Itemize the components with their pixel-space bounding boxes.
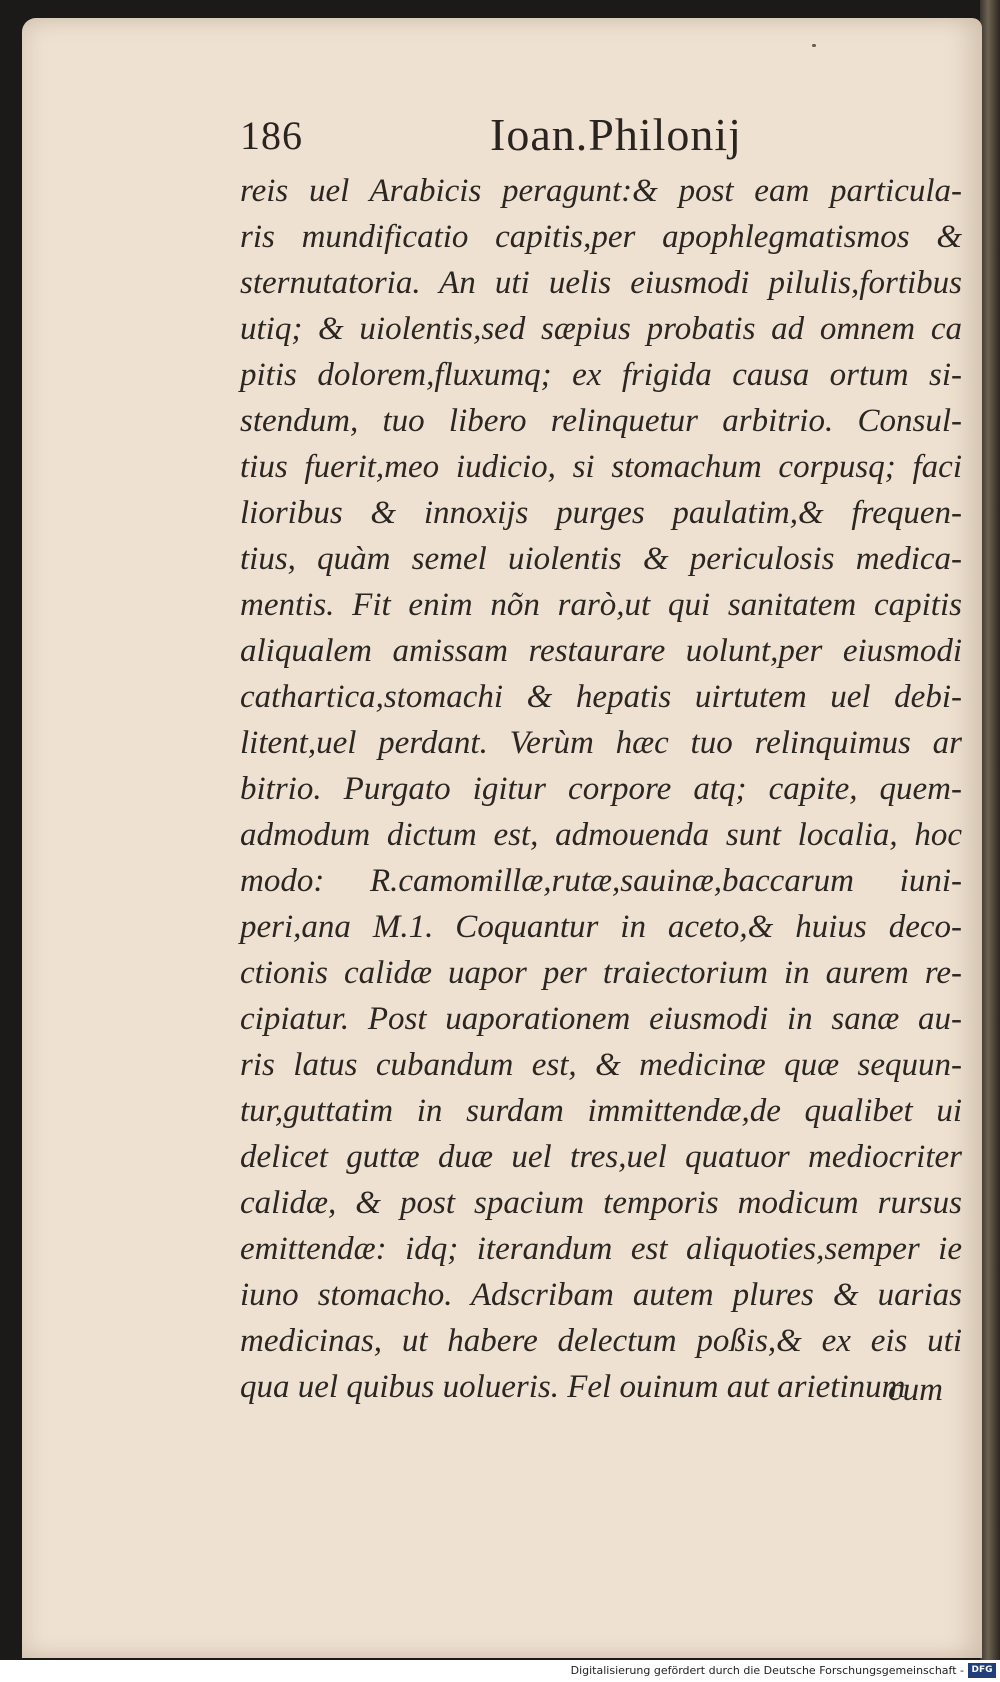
book-edge [980,0,1000,1660]
text-line: utiq; & uiolentis,sed sæpius probatis ad omnem ca [240,311,962,347]
text-line: mentis. Fit enim nõn rarò,ut qui sanitatem capitis [240,587,962,623]
text-line: cathartica,stomachi & hepatis uirtutem uel debi- [240,679,962,715]
text-line: lioribus & innoxijs purges paulatim,& frequen- [240,495,962,531]
body-text [240,168,962,1410]
text-line: delicet guttæ duæ uel tres,uel quatuor mediocriter [240,1139,962,1175]
text-line: iuno stomacho. Adscribam autem plures & uarias [240,1277,962,1313]
text-line: emittendæ: idq; iterandum est aliquoties,semper ie [240,1231,962,1267]
text-line: ris latus cubandum est, & medicinæ quæ sequun- [240,1047,962,1083]
text-line: medicinas, ut habere delectum poßis,& ex eis uti [240,1323,962,1359]
text-line: pitis dolorem,fluxumq; ex frigida causa ortum si- [240,357,962,393]
text-line: calidæ, & post spacium temporis modicum rursus [240,1185,962,1221]
text-line: tius, quàm semel uiolentis & periculosis medica- [240,541,962,577]
text-line: bitrio. Purgato igitur corpore atq; capite, quem- [240,771,962,807]
text-line: sternutatoria. An uti uelis eiusmodi pilulis,fortibus [240,265,962,301]
paper-speck [812,44,816,47]
text-line: aliqualem amissam restaurare uolunt,per eiusmodi [240,633,962,669]
dfg-logo: DFG [968,1663,996,1678]
text-line: peri,ana M.1. Coquantur in aceto,& huius deco- [240,909,962,945]
page-number: 186 [240,113,303,158]
catchword: cum [888,1372,943,1408]
text-line: tur,guttatim in surdam immittendæ,de qualibet ui [240,1093,962,1129]
text-line: qua uel quibus uolueris. Fel ouinum aut arietinum [240,1369,906,1405]
text-line: ris mundificatio capitis,per apophlegmatismos & [240,219,962,255]
text-line: stendum, tuo libero relinquetur arbitrio. Consul- [240,403,962,439]
text-line: tius fuerit,meo iudicio, si stomachum corpusq; faci [240,449,962,485]
text-line: admodum dictum est, admouenda sunt localia, hoc [240,817,962,853]
footer-bar [0,1660,1000,1682]
text-line: cipiatur. Post uaporationem eiusmodi in sanæ au- [240,1001,962,1037]
text-line: ctionis calidæ uapor per traiectorium in aurem re- [240,955,962,991]
text-line: litent,uel perdant. Verùm hæc tuo relinquimus ar [240,725,962,761]
running-head: Ioan.Philonij [490,109,742,160]
text-line: reis uel Arabicis peragunt:& post eam particula- [240,173,962,209]
digitization-credit: Digitalisierung gefördert durch die Deutsche Forschungsgemeinschaft - [570,1664,964,1677]
text-line: modo: R.camomillæ,rutæ,sauinæ,baccarum iuni- [240,863,962,899]
